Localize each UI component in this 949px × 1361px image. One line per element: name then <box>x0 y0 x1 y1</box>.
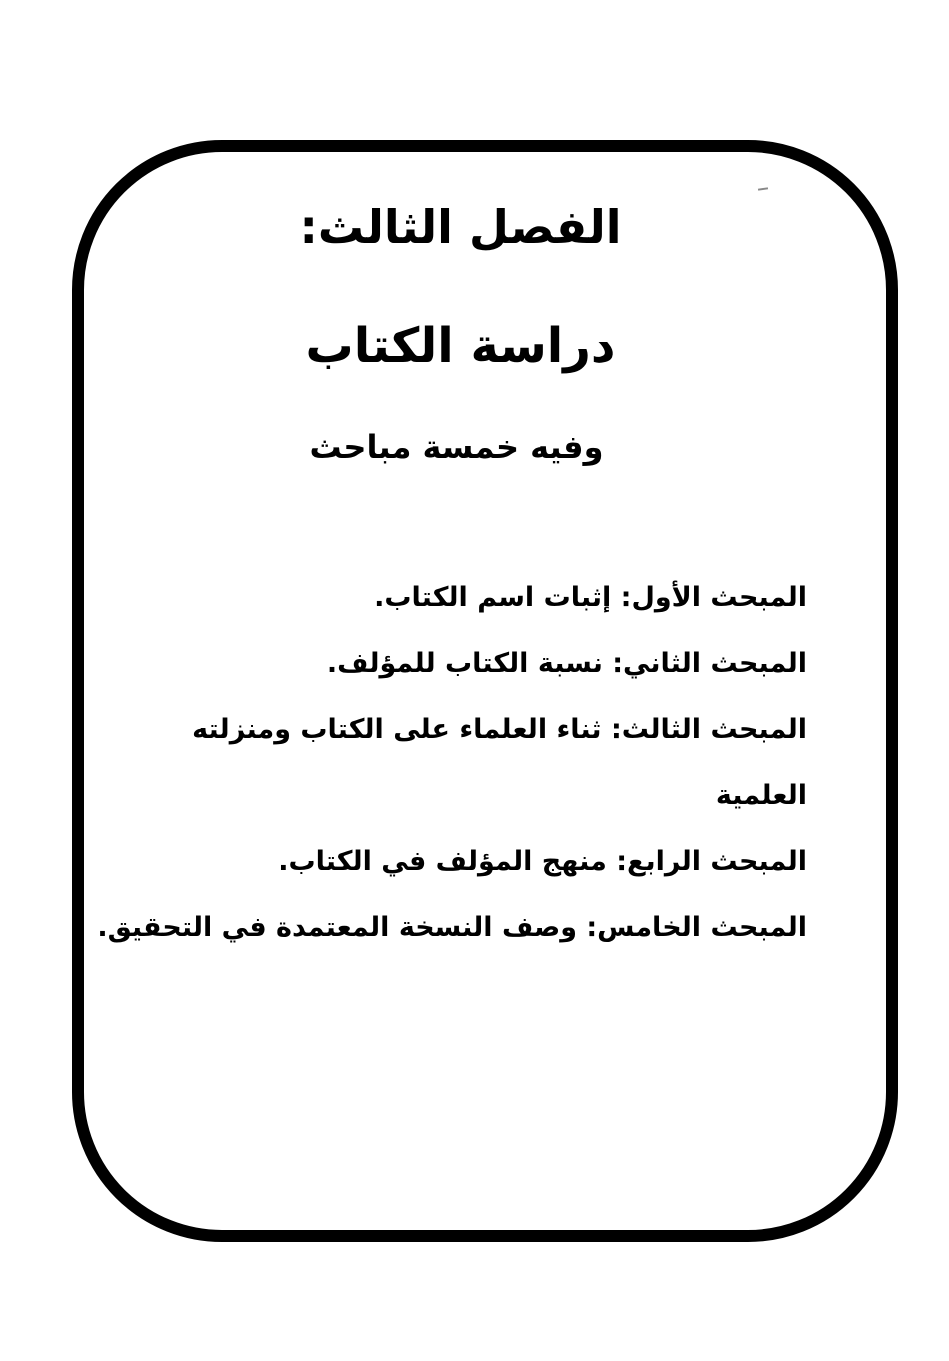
section-list <box>97 565 807 961</box>
chapter-subtitle: وفيه خمسة مباحث <box>309 428 604 466</box>
book-title: دراسة الكتاب <box>305 318 616 374</box>
section-item-3: المبحث الثالث: ثناء العلماء على الكتاب ومنزلته العلمية <box>192 714 807 811</box>
section-item-2: المبحث الثاني: نسبة الكتاب للمؤلف. <box>326 648 807 679</box>
section-item-4: المبحث الرابع: منهج المؤلف في الكتاب. <box>278 846 807 877</box>
chapter-title: الفصل الثالث: <box>299 200 622 254</box>
section-item-1: المبحث الأول: إثبات اسم الكتاب. <box>374 582 807 613</box>
section-item-5: المبحث الخامس: وصف النسخة المعتمدة في التحقيق. <box>97 912 807 943</box>
